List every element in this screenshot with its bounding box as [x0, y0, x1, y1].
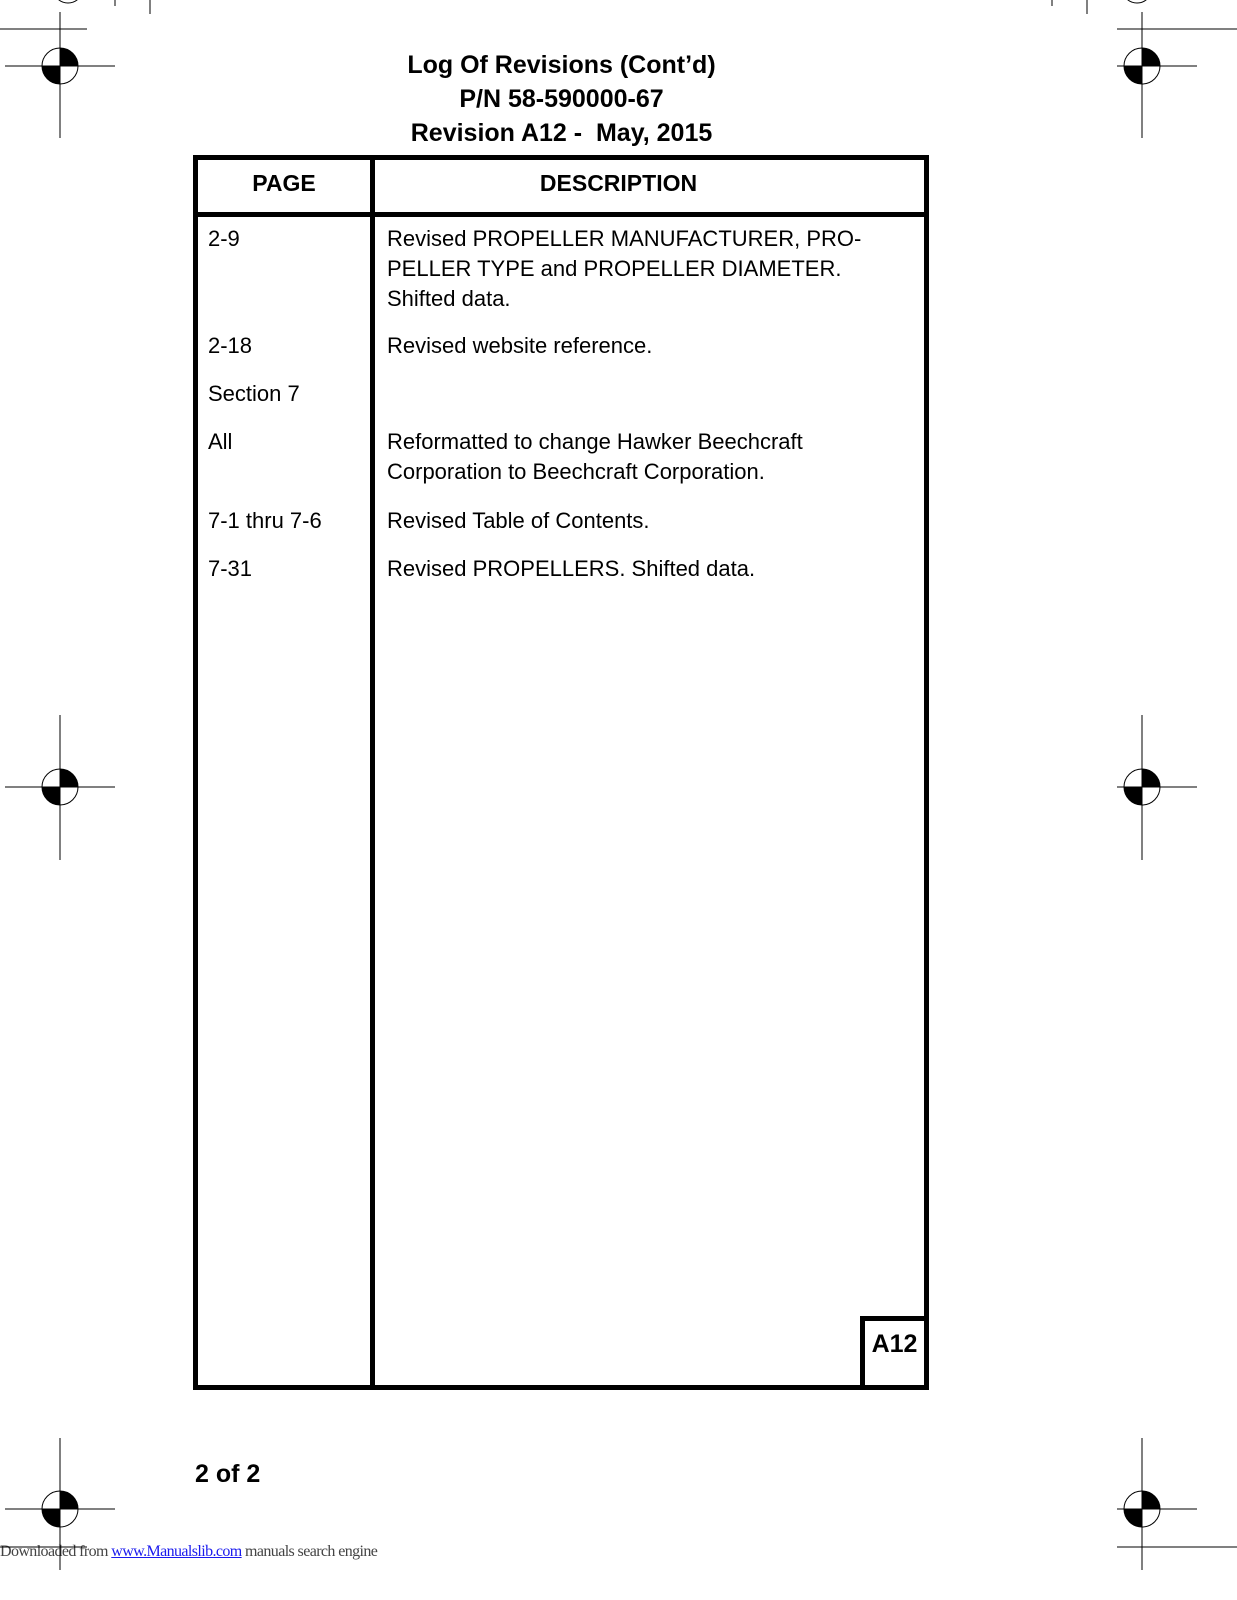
- column-header-page: PAGE: [252, 170, 316, 196]
- row-page: Section 7: [208, 381, 300, 406]
- description-line: Revised Table of Contents.: [387, 508, 650, 533]
- row-page: 7-31: [208, 556, 253, 581]
- description-line: Shifted data.: [387, 286, 511, 311]
- description-line: PELLER TYPE and PROPELLER DIAMETER.: [387, 256, 842, 281]
- footer-suffix: manuals search engine: [241, 1543, 378, 1560]
- row-page: 2-9: [208, 226, 240, 251]
- description-line: Reformatted to change Hawker Beechcraft: [387, 429, 803, 454]
- manualslib-link[interactable]: www.Manualslib.com: [111, 1543, 242, 1560]
- part-number: P/N 58-590000-67: [459, 85, 664, 113]
- row-page: 7-1 thru 7-6: [208, 508, 322, 533]
- document-title: Log Of Revisions (Cont’d): [407, 51, 716, 79]
- revision-box-label: A12: [871, 1330, 918, 1358]
- page-number: 2 of 2: [195, 1460, 261, 1488]
- column-header-description: DESCRIPTION: [539, 170, 698, 196]
- footer-prefix: Downloaded from: [0, 1543, 112, 1560]
- revision-line: Revision A12 - May, 2015: [410, 119, 713, 147]
- description-line: Revised PROPELLER MANUFACTURER, PRO-: [387, 226, 862, 251]
- description-line: Corporation to Beechcraft Corporation.: [387, 459, 765, 484]
- row-page: 2-18: [208, 333, 253, 358]
- description-line: Revised website reference.: [387, 333, 653, 358]
- description-line: Revised PROPELLERS. Shifted data.: [387, 556, 756, 581]
- row-page: All: [208, 429, 233, 454]
